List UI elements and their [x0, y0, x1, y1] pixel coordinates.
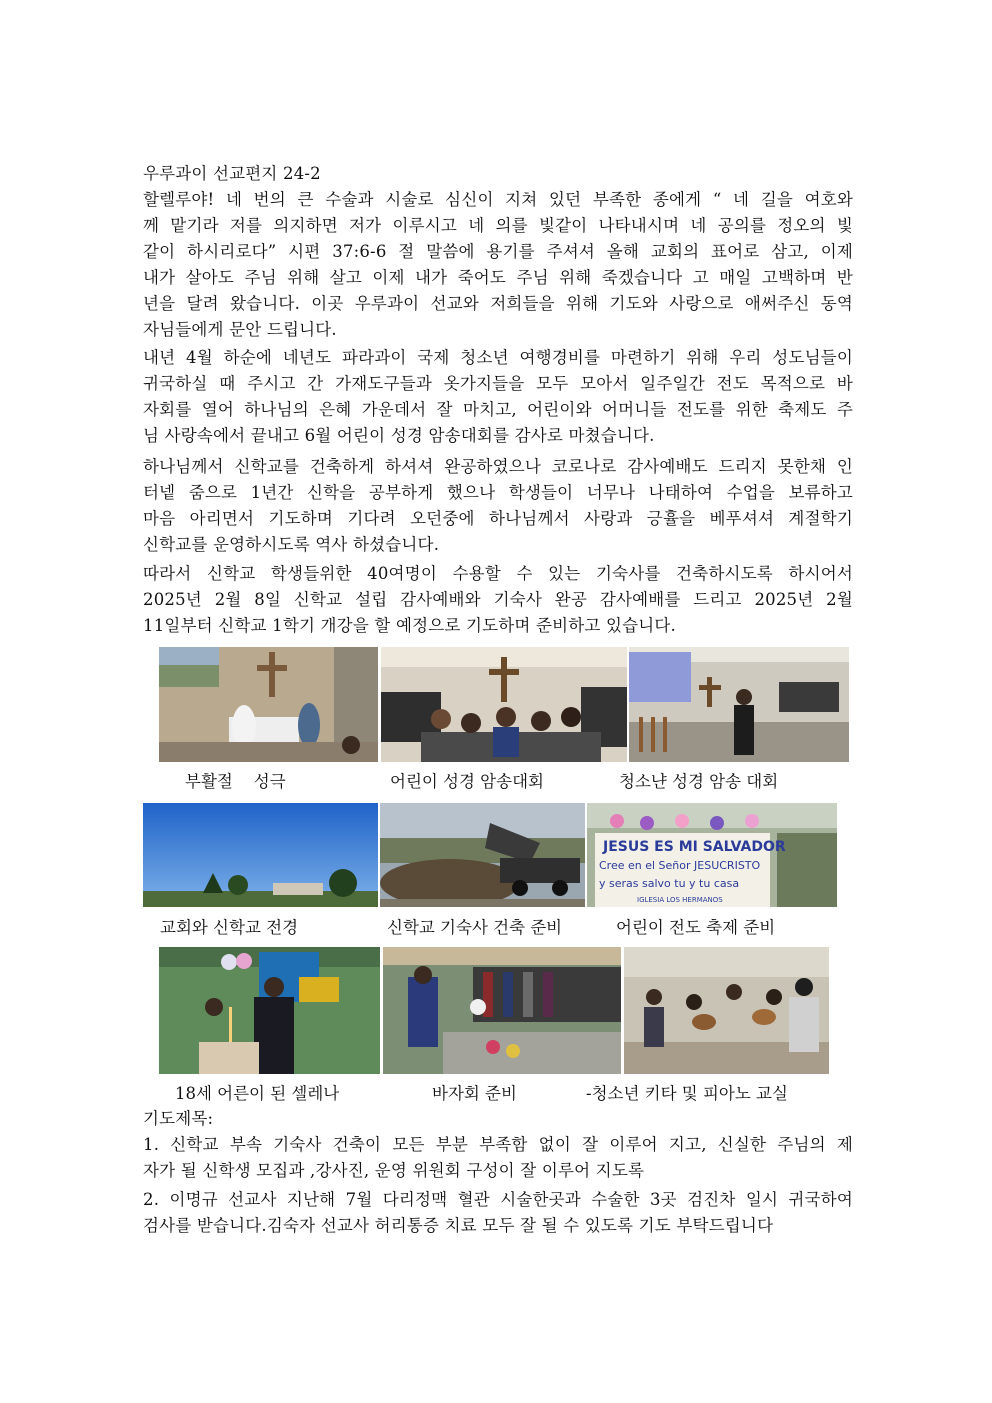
- caption-dormitory-prep: 신학교 기숙사 건축 준비: [387, 918, 563, 937]
- caption-music-class: -청소년 키타 및 피아노 교실: [586, 1084, 788, 1103]
- prayer-item-1-line: 1. 신학교 부속 기숙사 건축이 모든 부분 부족함 없이 잘 이루어 지고, 신실한 주님의 제: [143, 1135, 853, 1154]
- prayer-item-1-line: 자가 될 신학생 모집과 ,강사진, 운영 위원회 구성이 잘 이루어 지도록: [143, 1161, 645, 1180]
- banner-line-2: Cree en el Señor JESUCRISTO: [599, 859, 761, 872]
- caption-children-contest: 어린이 성경 암송대회: [390, 772, 544, 791]
- selena-birthday-photo: [159, 947, 380, 1074]
- prayer-item-2-line: 검사를 받습니다.김숙자 선교사 허리통증 치료 모두 잘 될 수 있도록 기도 부탁드립니다: [143, 1216, 774, 1235]
- caption-festival-prep: 어린이 전도 축제 준비: [616, 918, 776, 937]
- children-festival-prep-photo: [587, 803, 837, 907]
- prayer-item-2-line: 2. 이명규 선교사 지난해 7월 다리정맥 혈관 시술한곳과 수술한 3곳 검진차 일시 귀국하여: [143, 1190, 853, 1209]
- paragraph-1-line: 같이 하시리로다” 시편 37:6-6 절 말씀에 용기를 주셔셔 올해 교회의 표어로 삼고, 이제: [143, 242, 853, 261]
- paragraph-2-line: 자회를 열어 하나님의 은혜 가운데서 잘 마치고, 어린이와 어머니들 전도를 위한 축제도 주: [143, 400, 853, 419]
- children-bible-contest-photo: [381, 647, 627, 762]
- paragraph-2-line: 귀국하실 때 주시고 간 가재도구들과 옷가지들을 모두 모아서 일주일간 전도 목적으로 바: [143, 374, 853, 393]
- paragraph-4-line: 11일부터 신학교 1학기 개강을 할 예정으로 기도하며 준비하고 있습니다.: [143, 616, 676, 635]
- paragraph-3-line: 마음 아리면서 기도하며 기다려 오던중에 하나님께서 사랑과 긍휼을 베푸셔셔 계절학기: [143, 509, 853, 528]
- dormitory-construction-photo: [380, 803, 585, 907]
- paragraph-2-line: 님 사랑속에서 끝내고 6월 어린이 성경 암송대회를 감사로 마쳤습니다.: [143, 426, 655, 445]
- caption-youth-contest: 청소냔 성경 암송 대회: [619, 772, 779, 791]
- paragraph-1-line: 년을 달려 왔습니다. 이곳 우루과이 선교와 저희들을 위해 기도와 사랑으로 애써주신 동역: [143, 294, 853, 313]
- guitar-piano-class-photo: [624, 947, 829, 1074]
- paragraph-4-line: 2025년 2월 8일 신학교 설립 감사예배와 기숙사 완공 감사예배를 드리고 2025년 2월: [143, 590, 853, 609]
- paragraph-1-line: 할렐루야! 네 번의 큰 수술과 시술로 심신이 지쳐 있던 부족한 종에게 “ 네 길을 여호와: [143, 190, 853, 209]
- banner-line-1: JESUS ES MI SALVADOR: [603, 839, 786, 855]
- paragraph-2-line: 내년 4월 하순에 네년도 파라과이 국제 청소년 여행경비를 마련하기 위해 우리 성도님들이: [143, 348, 853, 367]
- paragraph-1-line: 께 맡기라 저를 의지하면 저가 이루시고 네 의를 빛같이 나타내시며 네 공의를 정오의 빛: [143, 216, 853, 235]
- church-seminary-view-photo: [143, 803, 378, 907]
- paragraph-4-line: 따라서 신학교 학생들위한 40여명이 수용할 수 있는 기숙사를 건축하시도록 하시어서: [143, 564, 853, 583]
- paragraph-1-line: 자님들에게 문안 드립니다.: [143, 320, 337, 339]
- caption-church-view: 교회와 신학교 전경: [160, 918, 299, 937]
- banner-line-4: IGLESIA LOS HERMANOS: [637, 896, 723, 904]
- letter-title: 우루과이 선교편지 24-2: [143, 164, 321, 183]
- paragraph-3-line: 신학교를 운영하시도록 역사 하셨습니다.: [143, 535, 440, 554]
- paragraph-3-line: 하나님께서 신학교를 건축하게 하셔셔 완공하였으나 코로나로 감사예배도 드리지 못한채 인: [143, 457, 853, 476]
- paragraph-3-line: 터넽 줌으로 1년간 신학을 공부하게 했으나 학생들이 너무나 나태하여 수업을 보류하고: [143, 483, 853, 502]
- banner-line-3: y seras salvo tu y tu casa: [599, 877, 740, 890]
- prayer-heading: 기도제목:: [143, 1109, 214, 1128]
- paragraph-1-line: 내가 살아도 주님 위해 살고 이제 내가 죽어도 주님 위해 죽겠습니다 고 매일 고백하며 반: [143, 268, 853, 287]
- easter-play-photo: [159, 647, 378, 762]
- bazaar-prep-photo: [383, 947, 621, 1074]
- caption-bazaar: 바자회 준비: [432, 1084, 517, 1103]
- caption-selena: 18세 어른이 된 셀레나: [175, 1084, 340, 1103]
- youth-bible-contest-photo: [629, 647, 849, 762]
- caption-easter-play: 부활절 성극: [185, 772, 286, 791]
